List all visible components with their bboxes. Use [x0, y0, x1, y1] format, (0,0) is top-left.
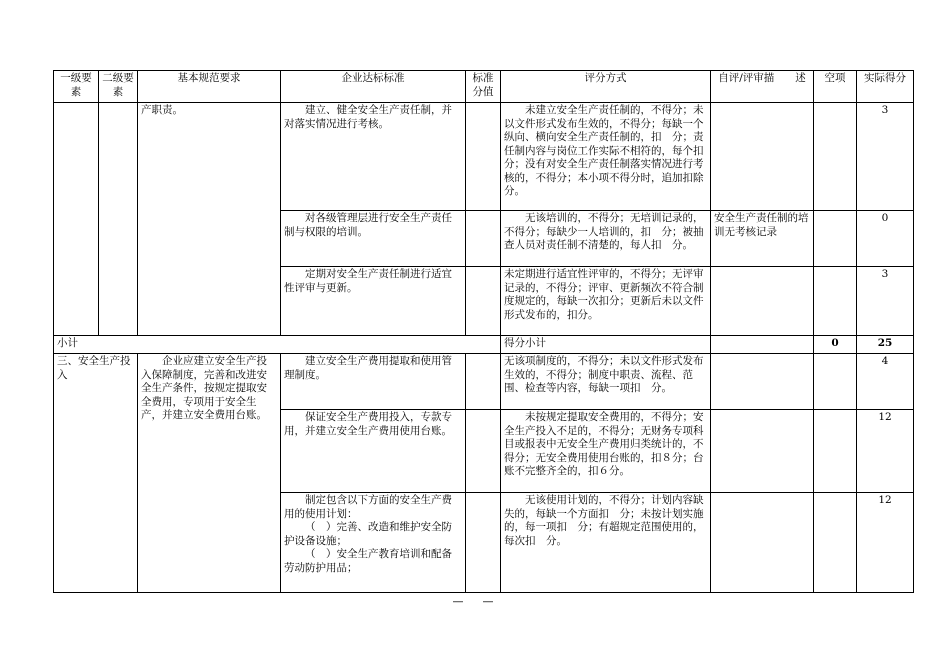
standard-cell: 对各级管理层进行安全生产责任制与权限的培训。: [281, 211, 466, 267]
score-cell: 3: [857, 103, 914, 211]
header-basic: 基本规范要求: [138, 71, 281, 103]
subtotal-row: [54, 336, 914, 354]
description-cell: [711, 103, 814, 211]
empty-item-cell: [814, 211, 857, 267]
method-cell: 未定期进行适宜性评审的，不得分；无评审记录的，不得分；评审、更新频次不符合制度规定的，每缺一次扣分；更新后未以文件形式发布的，扣分。: [501, 267, 711, 336]
method-cell: 未按规定提取安全费用的，不得分；安全生产投入不足的，不得分；无财务专项科目或报表中无安全生产费用归类统计的，不得分；无安全费用使用台账的，扣８分；台账不完整齐全的，扣６分。: [501, 410, 711, 493]
standard-cell: 定期对安全生产责任制进行适宜性评审与更新。: [281, 267, 466, 336]
empty-item-cell: [814, 267, 857, 336]
header-row: [54, 71, 914, 103]
empty-item-cell: [814, 410, 857, 493]
subtotal-score: 25: [857, 336, 914, 354]
score-cell: 3: [857, 267, 914, 336]
header-level1: 一级要素: [54, 71, 99, 103]
level1-cell: [54, 103, 99, 336]
level1-investment: 三、安全生产投入: [54, 354, 138, 593]
empty-item-cell: [814, 103, 857, 211]
subtotal-label: 小计: [54, 336, 501, 354]
method-cell: 无该项制度的，不得分；未以文件形式发布生效的，不得分；制度中职责、流程、范围、检查等内容，每缺一项扣 分。: [501, 354, 711, 410]
points-cell: [466, 103, 501, 211]
table-row: [54, 354, 914, 410]
description-cell: 安全生产责任制的培训无考核记录: [711, 211, 814, 267]
table-row: [54, 103, 914, 211]
description-cell: [711, 493, 814, 593]
basic-requirement: 企业应建立安全生产投入保障制度，完善和改进安全生产条件，按规定提取安全费用，专项用于安全生产，并建立安全费用台账。: [138, 354, 281, 593]
score-cell: 12: [857, 410, 914, 493]
standard-cell: [281, 493, 466, 593]
method-cell: 无该培训的，不得分；无培训记录的，不得分；每缺少一人培训的，扣 分；被抽查人员对责任制不清楚的，每人扣 分。: [501, 211, 711, 267]
empty-item-cell: [814, 354, 857, 410]
subtotal-score-label: 得分小计: [501, 336, 711, 354]
points-cell: [466, 493, 501, 593]
score-cell: 12: [857, 493, 914, 593]
points-cell: [466, 354, 501, 410]
points-cell: [466, 410, 501, 493]
header-level2: 二级要素: [99, 71, 138, 103]
standard-cell: 建立、健全安全生产责任制，并对落实情况进行考核。: [281, 103, 466, 211]
header-points: 标准分值: [466, 71, 501, 103]
header-empty-item: 空项: [814, 71, 857, 103]
standard-line: （ ）完善、改造和维护安全防护设备设施；: [284, 521, 452, 547]
description-cell: [711, 354, 814, 410]
method-cell: 无该使用计划的，不得分；计划内容缺失的，每缺一个方面扣 分；未按计划实施的，每一项扣 分；有超规定范围使用的，每次扣 分。: [501, 493, 711, 593]
header-method: 评分方式: [501, 71, 711, 103]
description-cell: [711, 410, 814, 493]
standard-line: （ ）安全生产教育培训和配备劳动防护用品；: [284, 548, 452, 574]
points-cell: [466, 211, 501, 267]
standard-line: 制定包含以下方面的安全生产费用的使用计划：: [284, 494, 452, 520]
page-number: — —: [452, 595, 498, 608]
subtotal-description: [711, 336, 814, 354]
score-cell: 4: [857, 354, 914, 410]
level2-cell: [99, 103, 138, 336]
standard-cell: 保证安全生产费用投入，专款专用，并建立安全生产费用使用台账。: [281, 410, 466, 493]
assessment-table: [53, 70, 914, 593]
header-actual-score: 实际得分: [857, 71, 914, 103]
method-cell: 未建立安全生产责任制的，不得分；未以文件形式发布生效的，不得分；每缺一个纵向、横向安全生产责任制的，扣 分；责任制内容与岗位工作实际不相符的，每个扣 分；没有对安全生产责任制落实情况进行考核的，不得分；本小项不得分时，追加扣除 分。: [501, 103, 711, 211]
subtotal-empty-item: 0: [814, 336, 857, 354]
description-cell: [711, 267, 814, 336]
header-standard: 企业达标标准: [281, 71, 466, 103]
standard-cell: 建立安全生产费用提取和使用管理制度。: [281, 354, 466, 410]
score-cell: 0: [857, 211, 914, 267]
points-cell: [466, 267, 501, 336]
empty-item-cell: [814, 493, 857, 593]
basic-requirement: 产职责。: [138, 103, 281, 336]
header-description: 自评/评审描 述: [711, 71, 814, 103]
